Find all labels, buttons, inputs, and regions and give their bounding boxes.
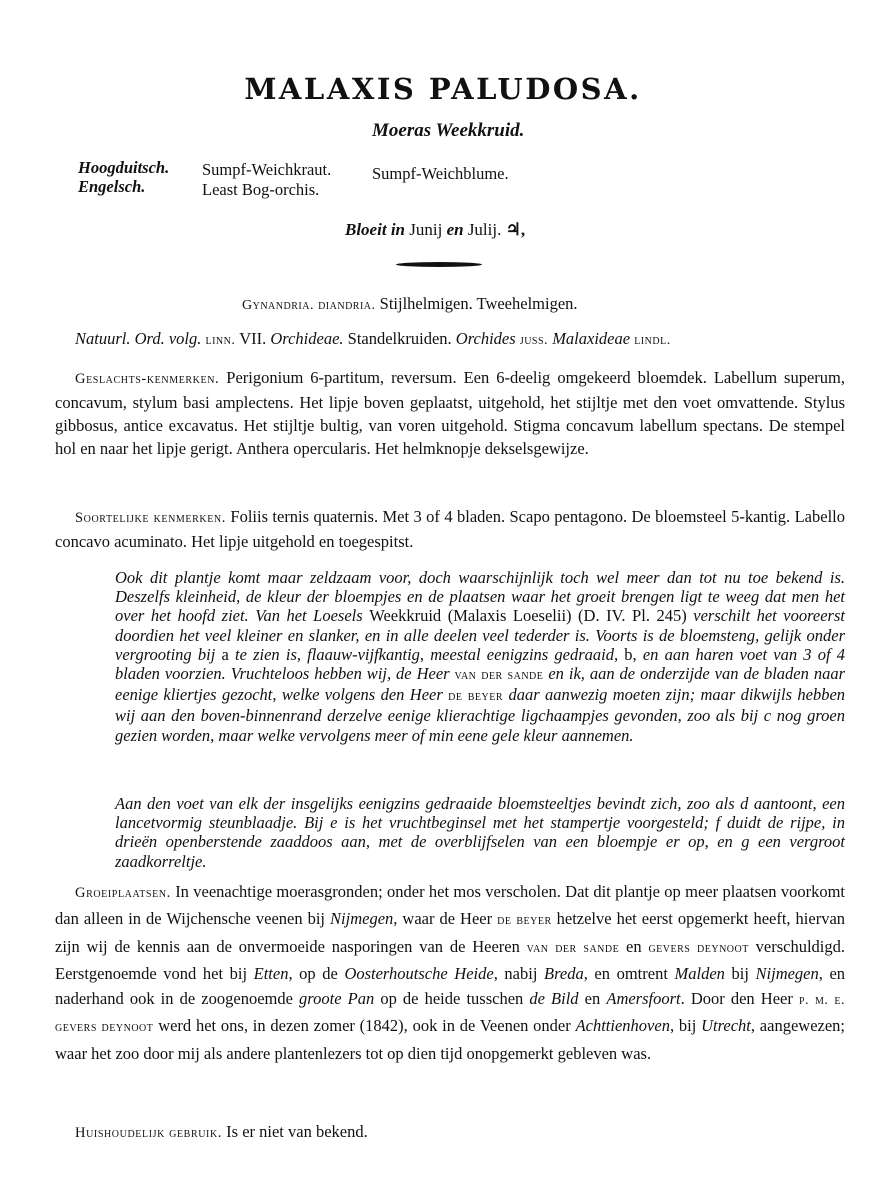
- habitat-paragraph: Groeiplaatsen. In veenachtige moerasgronden; onder het mos verscholen. Dat dit plantje op meer plaatsen voorkomt dan alleen in de Wijchensche veenen bij Nijmegen, waar de Heer de beyer hetzelve het eerst opgemerkt heeft, hiervan zijn wij de kennis aan de onvermoeide nasporingen van de Heeren van der sande en gevers deynoot verschuldigd. Eerstgenoemde vond het bij Etten, op de Oosterhoutsche Heide, nabij Breda, en omtrent Malden bij Nijmegen, en naderhand ook in de zoogenoemde groote Pan op de heide tusschen de Bild en Amersfoort. Door den Heer p. m. e. gevers deynoot werd het ons, in dezen zomer (1842), ook in de Veenen onder Achttienhoven, bij Utrecht, aangewezen; waar het zoo door mij als andere plantenlezers tot op dien tijd onopgemerkt gebleven was.: [55, 882, 846, 1063]
- household-use: Huishoudelijk gebruik. Is er niet van bekend.: [75, 1122, 368, 1141]
- german-label: Hoogduitsch.: [78, 158, 170, 177]
- observation-paragraph-2: Aan den voet van elk der insgelijks eenigzins gedraaide bloemsteeltjes bevindt zich, zoo als d aantoont, een lancetvormig steunblaadje. Bij e is het vruchtbeginsel met het stampertje voorgesteld; f duidt de rijpe, in drieën openberstende zaaddoos aan, met de overblijfselen van een bloempje er op, en g een vergroot zaadkorreltje.: [115, 794, 845, 871]
- german-name-2: Sumpf-Weichblume.: [372, 164, 509, 183]
- english-name: Least Bog-orchis.: [202, 180, 320, 199]
- dutch-name: Moeras Weekkruid.: [372, 120, 525, 141]
- classification-line: Gynandria. diandria. Stijlhelmigen. Tweehelmigen.: [242, 294, 578, 313]
- decorative-rule: [396, 262, 482, 267]
- flowering-line: Bloeit in Junij en Julij. ♃,: [345, 220, 526, 239]
- perennial-symbol: ♃,: [505, 220, 526, 239]
- english-label: Engelsch.: [78, 177, 146, 196]
- observation-paragraph-1: Ook dit plantje komt maar zeldzaam voor, doch waarschijnlijk toch wel meer dan tot nu toe bekend is. Deszelfs kleinheid, de kleur der bloempjes en de plaatsen waar het groeit brengen ligt te weeg dat men het over het hoofd ziet. Van het Loesels Weekkruid (Malaxis Loeselii) (D. IV. Pl. 245) verschilt het vooreerst doordien het veel kleiner en slanker, en in alle deelen veel tederder is. Voorts is de bloemsteng, gelijk onder vergrooting bij a te zien is, flaauw-vijfkantig, meestal eenigzins gedraaid, b, en aan haren voet van 3 of 4 bladen voorzien. Vruchteloos hebben wij, de Heer van der sande en ik, aan de onderzijde van de bladen naar eenige kliertjes gezocht, welke volgens den Heer de beyer daar aanwezig moeten zijn; maar dikwijls hebben wij aan den boven-binnenrand derzelve eenige klierachtige ligchaampjes gevonden, zoo als bij c nog groen gezien worden, maar welke vervolgens meer of min eene gele kleur aannemen.: [115, 568, 846, 745]
- natural-order-line: Natuurl. Ord. volg. linn. VII. Orchideae. Standelkruiden. Orchides juss. Malaxideae lindl.: [75, 329, 671, 348]
- german-name-1: Sumpf-Weichkraut.: [202, 160, 332, 179]
- genus-characters: Geslachts-kenmerken. Perigonium 6-partitum, reversum. Een 6-deelig omgekeerd bloemdek. Labellum superum, concavum, stylum basi amplectens. Het lipje boven geplaatst, uitgehold, het stijltje met den voet omvattende. Stylus gibbosus, antice excavatus. Het stijltje bultig, van voren uitgehold. Stigma concavum labellum spectans. De stempel hol en naar het lipje gerigt. Anthera opercularis. Het helmknopje dekselsgewijze.: [55, 368, 846, 458]
- page-title: MALAXIS PALUDOSA.: [244, 72, 642, 106]
- species-characters: Soortelijke kenmerken. Foliis ternis quaternis. Met 3 of 4 bladen. Scapo pentagono. De bloemsteel 5-kantig. Labello concavo acuminato. Het lipje uitgehold en toegespitst.: [55, 507, 845, 551]
